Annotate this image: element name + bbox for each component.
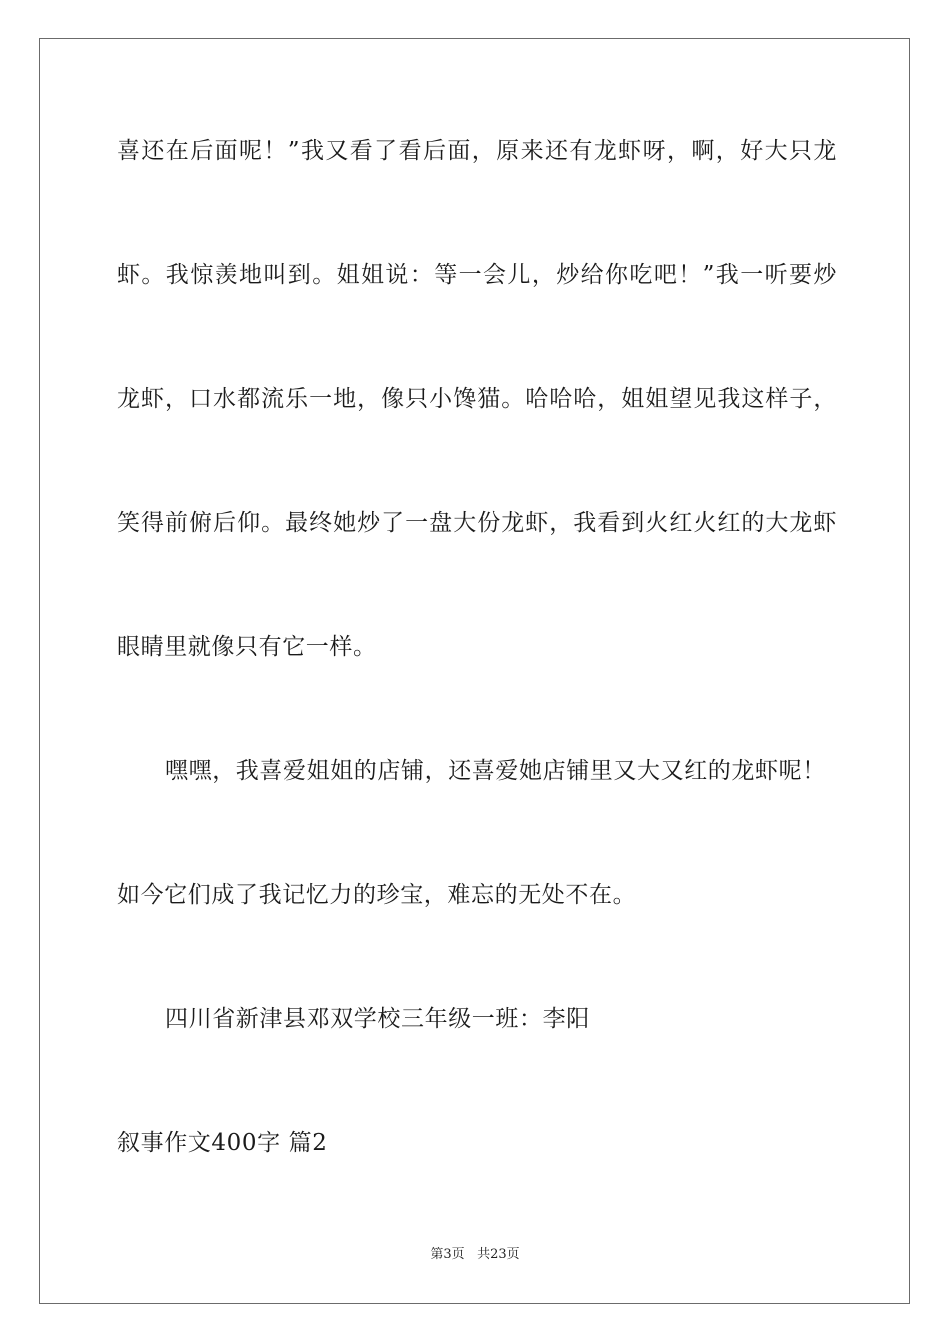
total-pages: 共23页 — [477, 1247, 520, 1262]
section-heading: 叙事作文400字 篇2 — [117, 1130, 328, 1156]
body-line-2: 虾。我惊羡地叫到。姐姐说：等一会儿，炒给你吃吧！”我一听要炒 — [117, 262, 837, 288]
page-number: 第3页 — [430, 1247, 465, 1262]
body-line-4: 笑得前俯后仰。最终她炒了一盘大份龙虾，我看到火红火红的大龙虾 — [117, 510, 837, 536]
body-line-3: 龙虾，口水都流乐一地，像只小馋猫。哈哈哈，姐姐望见我这样子， — [117, 386, 837, 412]
signature-line: 四川省新津县邓双学校三年级一班：李阳 — [165, 1006, 590, 1032]
body-line-5: 眼睛里就像只有它一样。 — [117, 634, 377, 660]
body-line-6: 嘿嘿，我喜爱姐姐的店铺，还喜爱她店铺里又大又红的龙虾呢！ — [165, 758, 826, 784]
body-line-1: 喜还在后面呢！”我又看了看后面，原来还有龙虾呀，啊，好大只龙 — [117, 138, 837, 164]
body-line-7: 如今它们成了我记忆力的珍宝，难忘的无处不在。 — [117, 882, 637, 908]
page-footer — [0, 1246, 950, 1264]
page-border — [39, 38, 910, 1304]
